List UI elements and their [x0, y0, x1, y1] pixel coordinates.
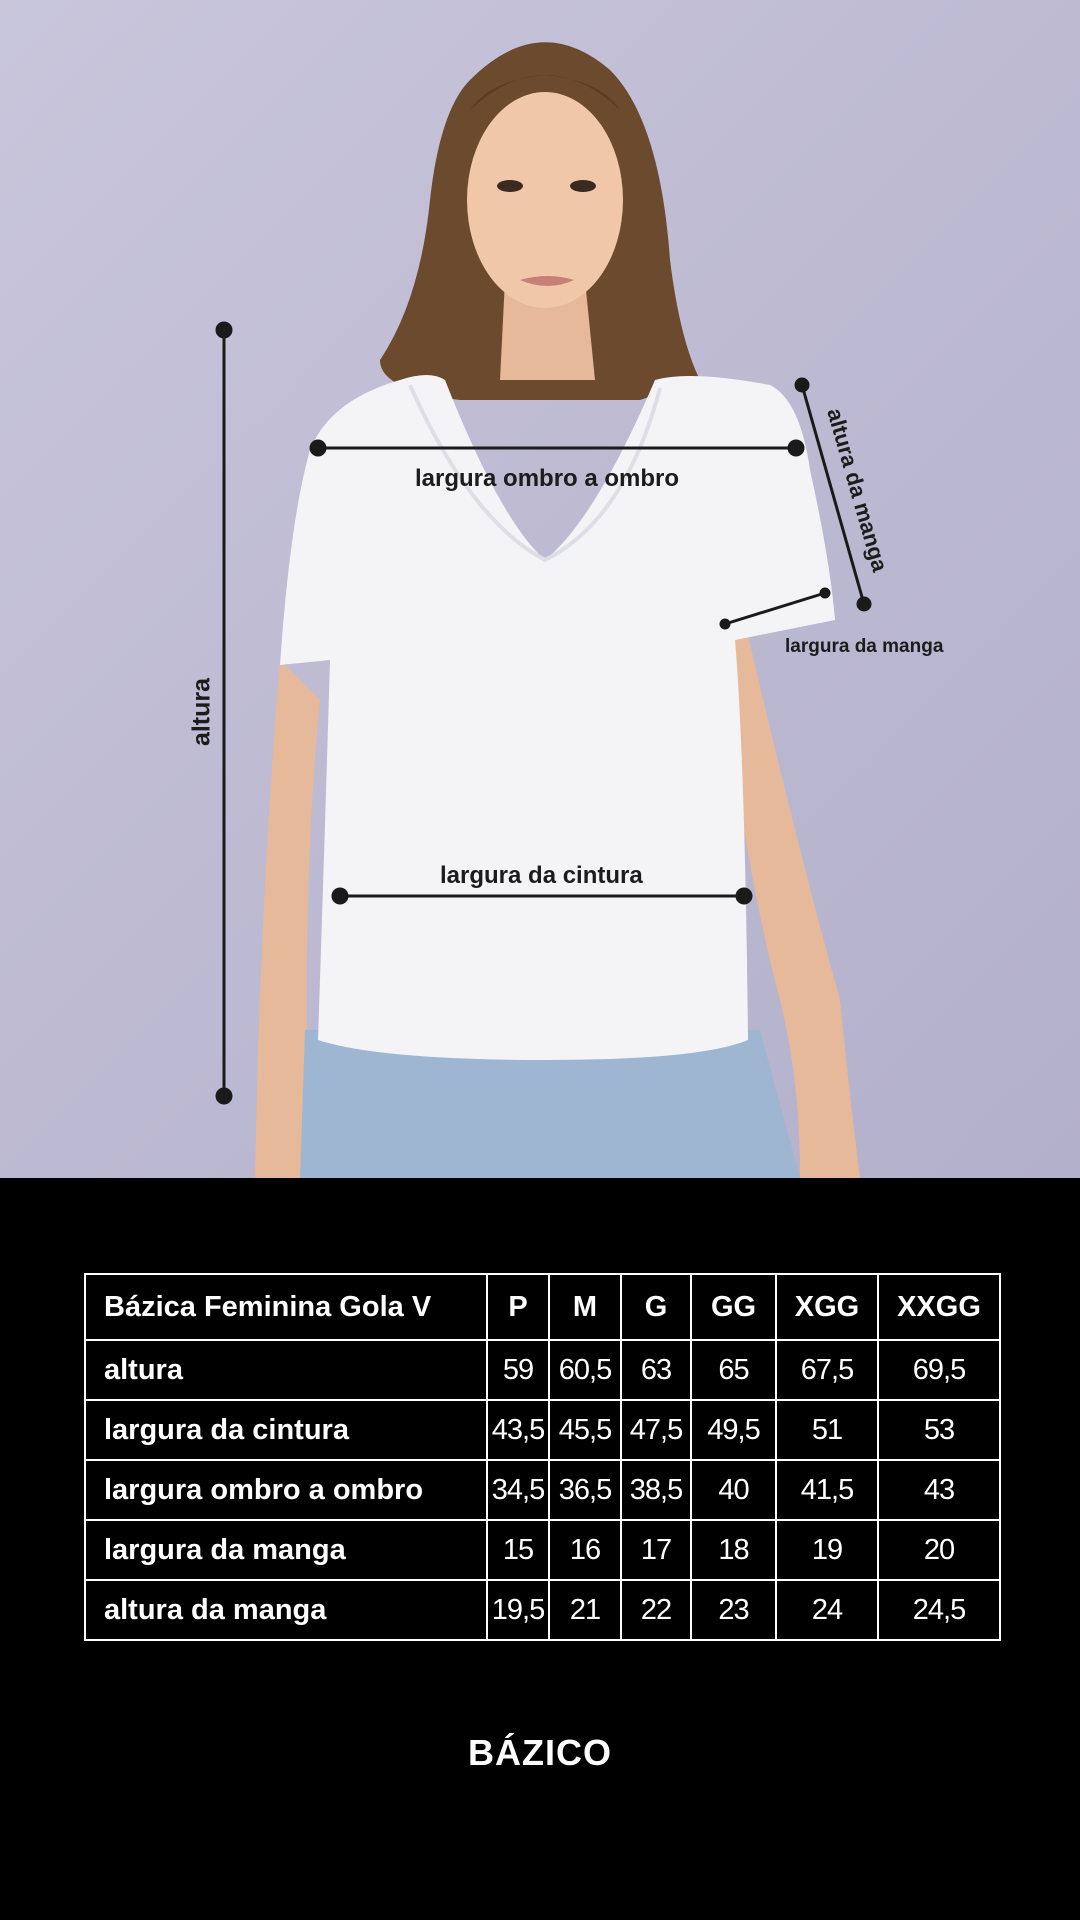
shoulder-dot-right — [789, 441, 803, 455]
eye-left — [497, 180, 523, 192]
size-header: XGG — [776, 1274, 878, 1340]
table-cell: 34,5 — [487, 1460, 549, 1520]
row-label: largura ombro a ombro — [85, 1460, 487, 1520]
table-cell: 20 — [878, 1520, 1000, 1580]
table-cell: 22 — [621, 1580, 691, 1640]
face — [467, 92, 623, 308]
table-cell: 21 — [549, 1580, 621, 1640]
table-cell: 63 — [621, 1340, 691, 1400]
table-cell: 24,5 — [878, 1580, 1000, 1640]
size-header: XXGG — [878, 1274, 1000, 1340]
table-cell: 23 — [691, 1580, 776, 1640]
row-label: altura da manga — [85, 1580, 487, 1640]
table-cell: 19,5 — [487, 1580, 549, 1640]
size-table — [84, 1273, 1001, 1641]
size-chart-section — [0, 1178, 1080, 1920]
table-cell: 53 — [878, 1400, 1000, 1460]
row-label: largura da cintura — [85, 1400, 487, 1460]
table-cell: 67,5 — [776, 1340, 878, 1400]
label-sleeve-width: largura da manga — [785, 636, 944, 657]
table-cell: 38,5 — [621, 1460, 691, 1520]
label-waist: largura da cintura — [440, 862, 643, 889]
table-row — [85, 1520, 1000, 1580]
eye-right — [570, 180, 596, 192]
label-altura: altura — [187, 677, 216, 747]
table-cell: 36,5 — [549, 1460, 621, 1520]
table-cell: 41,5 — [776, 1460, 878, 1520]
sleeve-width-dot-right — [821, 589, 829, 597]
waist-dot-right — [737, 889, 751, 903]
size-header: G — [621, 1274, 691, 1340]
label-shoulder: largura ombro a ombro — [415, 465, 680, 492]
table-cell: 15 — [487, 1520, 549, 1580]
table-cell: 65 — [691, 1340, 776, 1400]
shoulder-dot-left — [311, 441, 325, 455]
table-row — [85, 1340, 1000, 1400]
table-cell: 19 — [776, 1520, 878, 1580]
table-cell: 47,5 — [621, 1400, 691, 1460]
row-label: largura da manga — [85, 1520, 487, 1580]
table-cell: 69,5 — [878, 1340, 1000, 1400]
size-header: GG — [691, 1274, 776, 1340]
table-cell: 40 — [691, 1460, 776, 1520]
table-header-row — [85, 1274, 1000, 1340]
size-header: P — [487, 1274, 549, 1340]
brand-logo: BÁZICO — [468, 1732, 612, 1773]
table-row — [85, 1460, 1000, 1520]
height-dot-bottom — [217, 1089, 231, 1103]
table-cell: 49,5 — [691, 1400, 776, 1460]
table-cell: 43 — [878, 1460, 1000, 1520]
table-row — [85, 1400, 1000, 1460]
table-cell: 43,5 — [487, 1400, 549, 1460]
height-dot-top — [217, 323, 231, 337]
table-cell: 45,5 — [549, 1400, 621, 1460]
size-header: M — [549, 1274, 621, 1340]
row-label: altura — [85, 1340, 487, 1400]
table-title: Bázica Feminina Gola V — [85, 1274, 487, 1340]
table-cell: 16 — [549, 1520, 621, 1580]
label-sleeve-height: altura da manga — [822, 405, 893, 575]
table-cell: 51 — [776, 1400, 878, 1460]
waist-dot-left — [333, 889, 347, 903]
table-cell: 18 — [691, 1520, 776, 1580]
sleeve-height-dot-bottom — [858, 598, 870, 610]
table-cell: 24 — [776, 1580, 878, 1640]
table-cell: 59 — [487, 1340, 549, 1400]
table-cell: 60,5 — [549, 1340, 621, 1400]
sleeve-width-dot-left — [721, 620, 729, 628]
table-cell: 17 — [621, 1520, 691, 1580]
sleeve-height-dot-top — [796, 379, 808, 391]
table-row — [85, 1580, 1000, 1640]
